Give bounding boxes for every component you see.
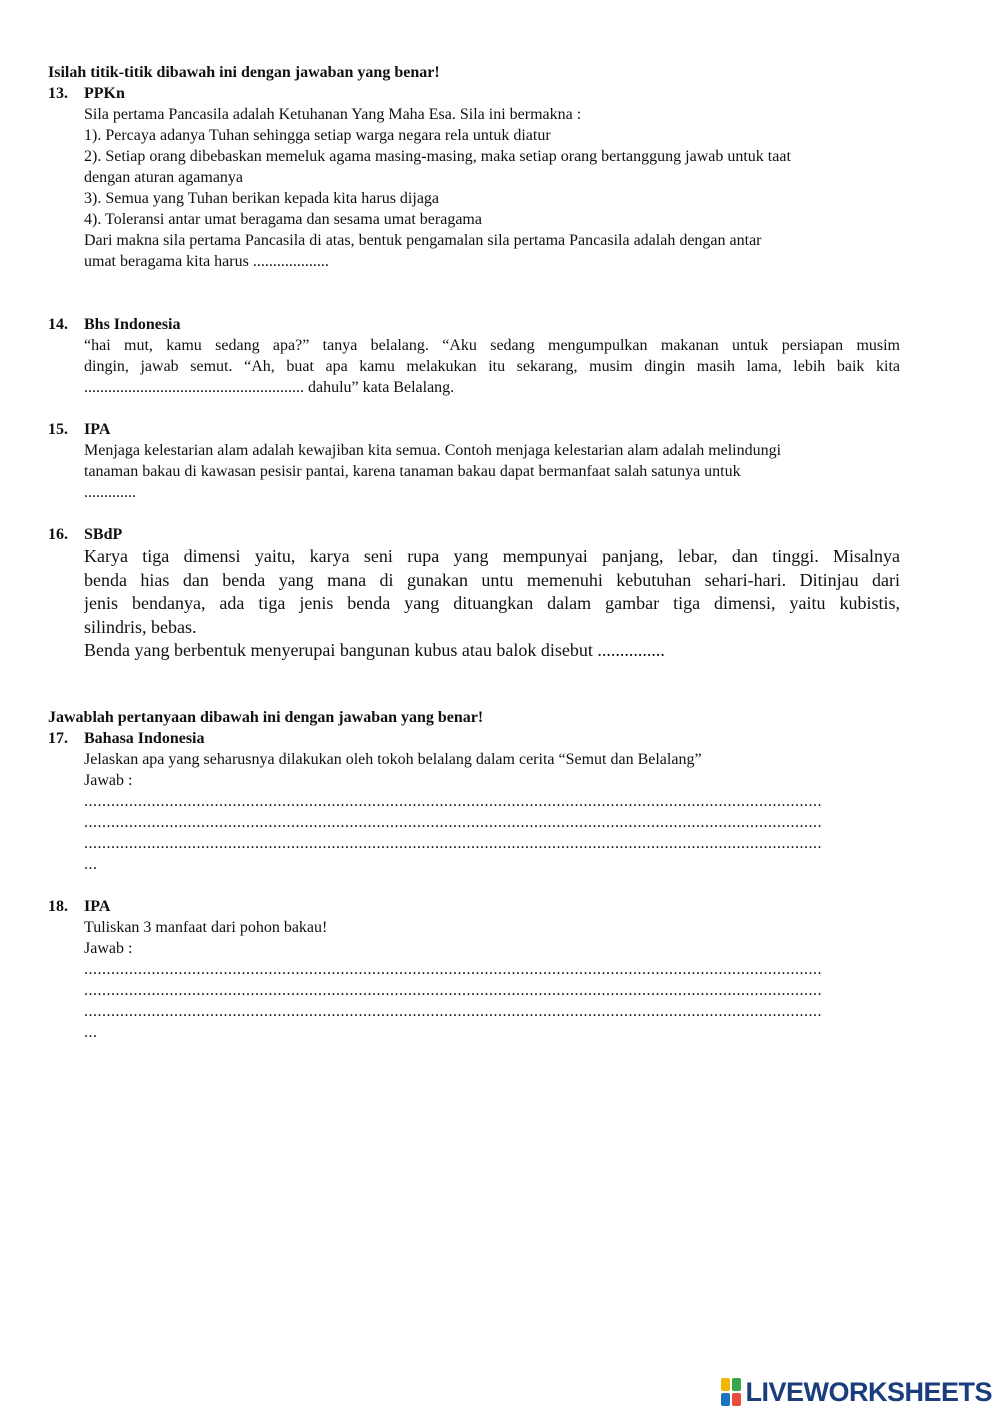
q18-answer-line[interactable]: .................................................................................................................................................................... — [84, 981, 822, 999]
question-number: 14. — [48, 316, 68, 333]
question-15-body — [84, 440, 900, 503]
question-18-title — [48, 896, 908, 917]
q18-answer-line[interactable]: .................................................................................................................................................................... — [84, 1002, 822, 1020]
question-17-title — [48, 728, 908, 749]
q18-answer-line[interactable]: .................................................................................................................................................................... — [84, 960, 822, 978]
liveworksheets-logo-text: LIVEWORKSHEETS — [745, 1376, 992, 1407]
q13-line: 1). Percaya adanya Tuhan sehingga setiap warga negara rela untuk diatur — [84, 127, 551, 144]
q18-answer-label: Jawab : — [84, 939, 133, 957]
q17-answer-line[interactable]: .................................................................................................................................................................... — [84, 792, 822, 810]
q17-answer-line[interactable]: .................................................................................................................................................................... — [84, 834, 822, 852]
worksheet-page — [48, 62, 908, 1043]
question-18-body — [84, 917, 900, 1043]
q17-answer-line[interactable]: ... — [84, 855, 98, 873]
question-16-body — [84, 545, 900, 663]
q16-line: jenis bendanya, ada tiga jenis benda yang dituangkan dalam gambar tiga dimensi, yaitu kubistis, — [84, 593, 900, 613]
q16-line: Karya tiga dimensi yaitu, karya seni rupa yang mempunyai panjang, lebar, dan tinggi. Misalnya — [84, 546, 900, 566]
q13-line: 4). Toleransi antar umat beragama dan sesama umat beragama — [84, 211, 482, 228]
section2-instruction: Jawablah pertanyaan dibawah ini dengan jawaban yang benar! — [48, 708, 484, 726]
q17-question: Jelaskan apa yang seharusnya dilakukan oleh tokoh belalang dalam cerita “Semut dan Belalang” — [84, 750, 702, 768]
q14-line: dingin, jawab semut. “Ah, buat apa kamu melakukan itu sekarang, musim dingin masih lama, lebih baik kita — [84, 358, 900, 375]
logo-tile-v — [721, 1393, 730, 1406]
q13-line: dengan aturan agamanya — [84, 169, 244, 186]
question-subject: IPA — [84, 897, 111, 915]
question-number: 13. — [48, 85, 68, 102]
logo-tile-l — [721, 1378, 730, 1391]
q16-answer-line[interactable]: Benda yang berbentuk menyerupai bangunan kubus atau balok disebut ............... — [84, 640, 665, 660]
q16-line: benda hias dan benda yang mana di gunakan untu memenuhi kebutuhan sehari-hari. Ditinjau dari — [84, 569, 900, 590]
question-14-title — [48, 314, 908, 335]
question-13-body — [84, 104, 900, 272]
q13-line: 2). Setiap orang dibebaskan memeluk agama masing-masing, maka setiap orang bertanggung jawab untuk taat — [84, 148, 791, 165]
question-number: 17. — [48, 729, 68, 747]
q13-line: 3). Semua yang Tuhan berikan kepada kita harus dijaga — [84, 190, 440, 207]
q17-answer-label: Jawab : — [84, 771, 133, 789]
logo-tile-e — [732, 1393, 741, 1406]
question-14-body — [84, 335, 900, 398]
logo-tile-i — [732, 1378, 741, 1391]
question-subject: Bahasa Indonesia — [84, 729, 205, 747]
question-16-title — [48, 524, 908, 545]
question-subject: IPA — [84, 421, 111, 438]
q17-answer-line[interactable]: .................................................................................................................................................................... — [84, 813, 822, 831]
question-subject: Bhs Indonesia — [84, 316, 181, 333]
q15-answer-line[interactable]: ............. — [84, 484, 136, 501]
liveworksheets-logo-icon — [721, 1378, 741, 1406]
q14-answer-line[interactable]: ....................................................... dahulu” kata Belalang. — [84, 379, 455, 396]
question-number: 18. — [48, 897, 68, 915]
liveworksheets-logo[interactable] — [721, 1376, 992, 1408]
q18-question: Tuliskan 3 manfaat dari pohon bakau! — [84, 918, 328, 936]
question-number: 16. — [48, 526, 68, 543]
question-17-body — [84, 749, 900, 875]
question-15-title — [48, 419, 908, 440]
question-number: 15. — [48, 421, 68, 438]
question-subject: PPKn — [84, 85, 125, 102]
q16-line: silindris, bebas. — [84, 616, 197, 637]
q14-line: “hai mut, kamu sedang apa?” tanya belalang. “Aku sedang mengumpulkan makanan untuk persiapan musim — [84, 337, 900, 354]
q18-answer-line[interactable]: ... — [84, 1023, 98, 1041]
q15-line: tanaman bakau di kawasan pesisir pantai, karena tanaman bakau dapat bermanfaat salah satunya untuk — [84, 463, 741, 480]
question-subject: SBdP — [84, 526, 123, 543]
q15-line: Menjaga kelestarian alam adalah kewajiban kita semua. Contoh menjaga kelestarian alam adalah melindungi — [84, 442, 782, 459]
question-13-title — [48, 83, 908, 104]
q13-line: Sila pertama Pancasila adalah Ketuhanan Yang Maha Esa. Sila ini bermakna : — [84, 106, 582, 123]
section1-instruction: Isilah titik-titik dibawah ini dengan jawaban yang benar! — [48, 64, 440, 81]
q13-line: Dari makna sila pertama Pancasila di atas, bentuk pengamalan sila pertama Pancasila adalah dengan antar — [84, 232, 762, 249]
q13-answer-line[interactable]: umat beragama kita harus ................... — [84, 253, 329, 270]
